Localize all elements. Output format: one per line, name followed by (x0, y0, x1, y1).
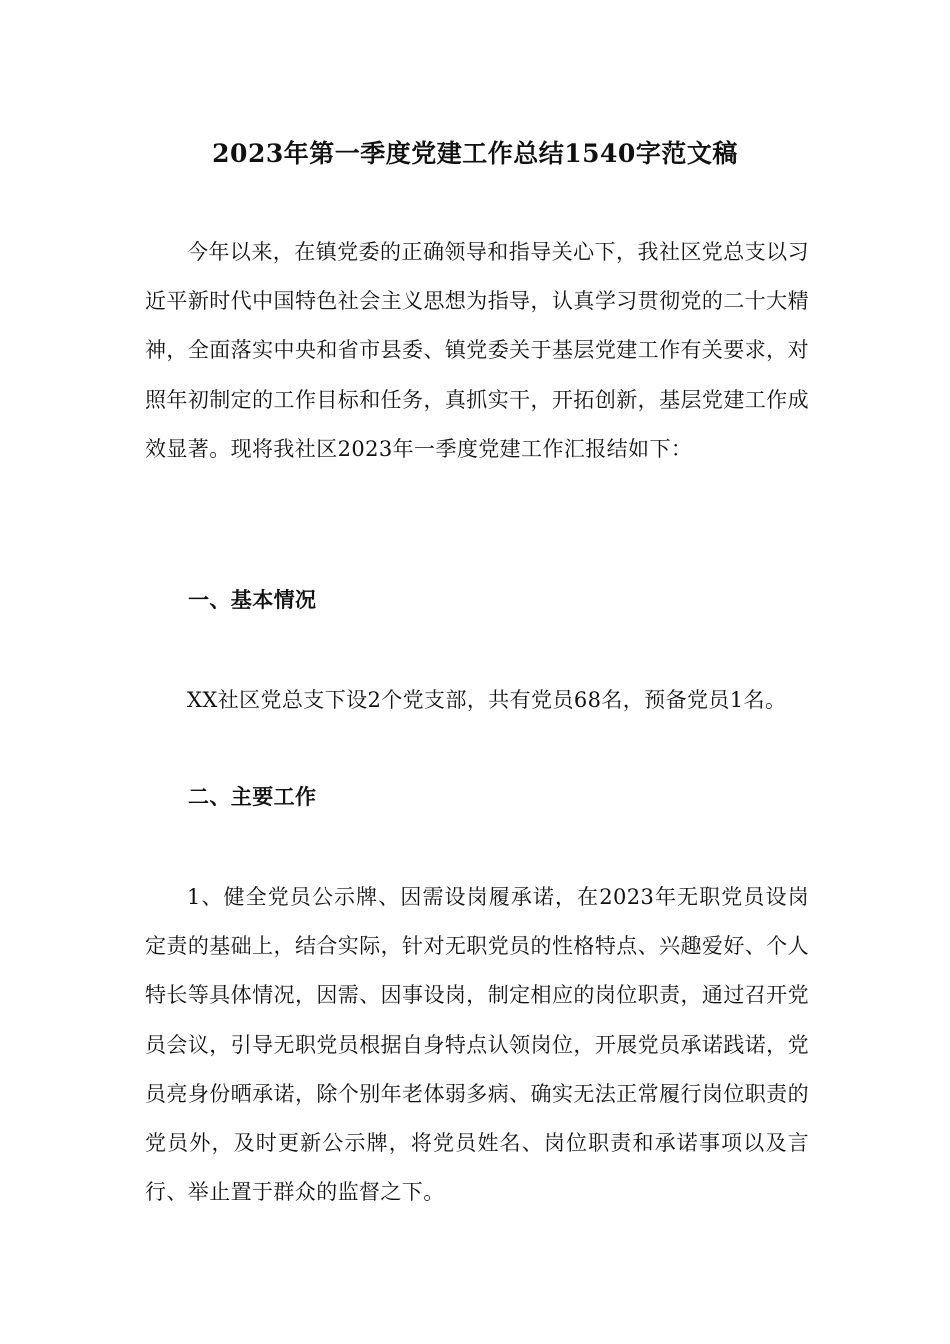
section-heading-main-work: 二、主要工作 (188, 784, 317, 809)
intro-paragraph: 今年以来，在镇党委的正确领导和指导关心下，我社区党总支以习近平新时代中国特色社会主义思想为指导，认真学习贯彻党的二十大精神，全面落实中央和省市县委、镇党委关于基层党建工作有关要求，对照年初制定的工作目标和任务，真抓实干，开拓创新，基层党建工作成效显著。现将我社区2023年一季度党建工作汇报结如下： (145, 240, 809, 461)
section-heading-basic-situation: 一、基本情况 (188, 587, 317, 612)
basic-situation-paragraph: XX社区党总支下设2个党支部，共有党员68名，预备党员1名。 (187, 688, 787, 712)
main-work-item-1-paragraph: 1、健全党员公示牌、因需设岗履承诺，在2023年无职党员设岗定责的基础上，结合实际，针对无职党员的性格特点、兴趣爱好、个人特长等具体情况，因需、因事设岗，制定相应的岗位职责，通过召开党员会议，引导无职党员根据自身特点认领岗位，开展党员承诺践诺，党员亮身份晒承诺，除个别年老体弱多病、确实无法正常履行岗位职责的党员外，及时更新公示牌，将党员姓名、岗位职责和承诺事项以及言行、举止置于群众的监督之下。 (145, 885, 809, 1205)
document-title: 2023年第一季度党建工作总结1540字范文稿 (212, 139, 738, 168)
